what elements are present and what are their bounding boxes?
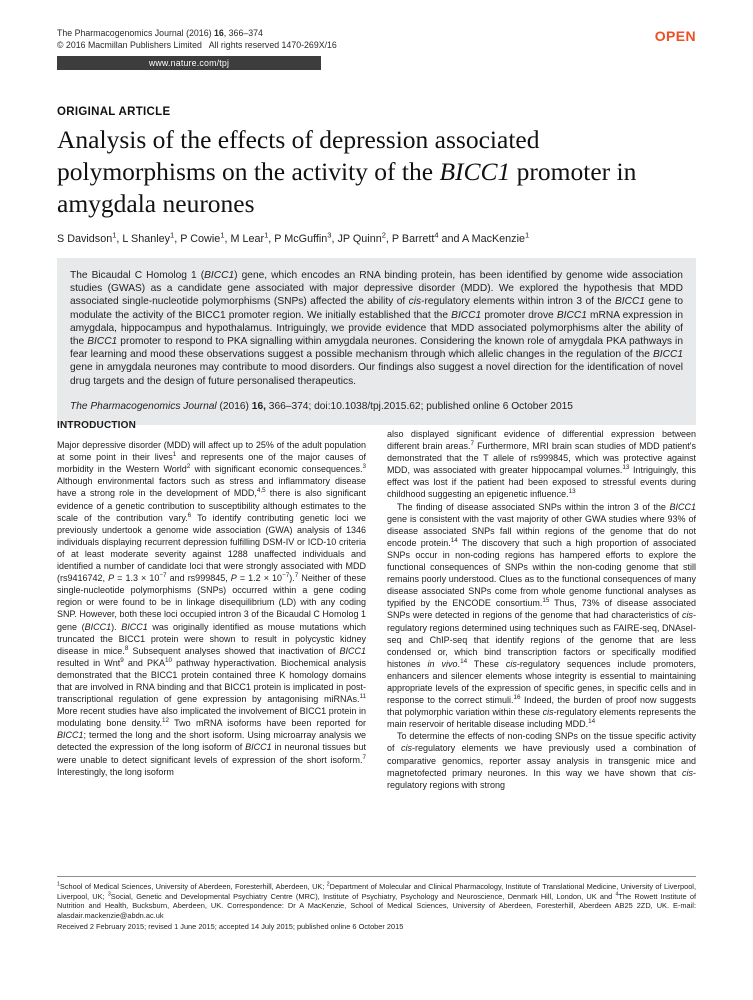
abstract-citation: The Pharmacogenomics Journal (2016) 16, 366–374; doi:10.1038/tpj.2015.62; published online 6 October 2015 — [70, 400, 573, 412]
left-column — [57, 420, 366, 872]
body-paragraph: Major depressive disorder (MDD) will affect up to 25% of the adult population at some point in their lives$^1$ and represents one of the major causes of morbidity in the Western World$^2$ with significant economic consequences.$^3$ Although environmental factors such as stress and inflammatory disease have a strong role in the development of MDD,$^{4,5}$ there is also significant evidence of a genetic contribution to susceptibility although estimates to the scale of the contribution vary.$^6$ To identify contributing genetic loci we previously undertook a genome wide association (GWA) analysis of 1346 individuals displaying recurrent depression fulfilling DSM-IV or ICD-10 criteria of at least moderate severity against 1288 unaffected individuals and identified a number of candidate loci that were strongly associated with MDD (rs9416742, $P = 1.3 \times 10^{-7}$ and rs999845, $P = 1.2 \times 10^{-7}).^7$ Neither of these single-nucleotide polymorphisms (SNPs) occurred within a gene coding region or were found to be in linkage disequilibrium (LD) with any coding SNP. However, both these loci occupied intron 3 of the Bicaudal C Homolog 1 gene (BICC1). BICC1 was originally identified as mouse mutations which truncated the BICC1 protein were shown to result in polycystic kidney disease in mice.$^8$ Subsequent analyses showed that inactivation of BICC1 resulted in Wnt$^9$ and PKA$^{10}$ pathway hyperactivation. Biochemical analysis demonstrated that the BICC1 protein contained three K homology domains that are involved in RNA binding and that BICC1 protein is implicated in post-transcriptional regulation of gene expression by antagonising miRNAs.$^{11}$ More recent studies have also implicated the involvement of BICC1 protein in modulating bone density.$^{12}$ Two mRNA isoforms have been reported for BICC1; termed the long and the short isoform. Using microarray analysis we detected the expression of the long isoform of BICC1 in neuronal tissues but were unable to detect significant levels of expression of the short isoform.$^7$ Interestingly, the long isoform — [57, 440, 366, 777]
open-access-badge: OPEN — [654, 28, 696, 44]
body-paragraph: also displayed significant evidence of differential expression between different brain areas.$^7$ Furthermore, MRI brain scan studies of MDD patient's demonstrated that the T allele of rs999845, which was protective against MDD, was associated with greater hippocampal volumes.$^{13}$ Intriguingly, this effect was lost if the patient had been exposed to stressful events during childhood suggesting an epigenetic influence.$^{13}$ — [387, 429, 696, 500]
author-list: S Davidson$^1$, L Shanley$^1$, P Cowie$^1$, M Lear$^1$, P McGuffin$^3$, JP Quinn$^2$, P Barrett$^4$ and A MacKenzie$^1$ — [57, 230, 530, 245]
article-title: Analysis of the effects of depression associated polymorphisms on the activity of the BICC1 promoter in amygdala neurones — [57, 125, 637, 218]
article-type-label: ORIGINAL ARTICLE — [57, 106, 171, 118]
right-column — [387, 420, 696, 872]
introduction-heading: INTRODUCTION — [57, 420, 137, 431]
footnote-block — [57, 876, 696, 932]
article-body — [57, 420, 696, 872]
body-paragraph: The finding of disease associated SNPs within the intron 3 of the BICC1 gene is consistent with the vast majority of other GWA studies where 93% of disease associated SNPs fall within regions of the genome that do not encode protein.$^{14}$ The discovery that such a high proportion of associated SNPs occur in non-coding regions has hampered efforts to explore the functional consequences of SNPs within the non-coding genome that still remains poorly understood. Clues as to the functional consequences of many disease associated SNPs come from whole genome functional analyses as typified by the ENCODE consortium.$^{15}$ Thus, 73% of disease associated SNPs were detected in regions of the genome that had characteristics of cis-regulatory regions determined using techniques such as FAIRE-seq, DNAseI-seq and ChIP-seq that identify regions of the genome that are less condensed or, which bind transcription factors or specifically modified histones in vivo.$^{14}$ These cis-regulatory sequences include promoters, enhancers and silencer elements whose integrity is essential to maintaining appropriate levels of the expression of specific genes, in specific cells and in response to the correct stimuli.$^{16}$ Indeed, the burden of proof now suggests that polymorphic variation within these cis-regulatory elements represents the main reservoir of heritable disease including MDD.$^{14}$ — [387, 501, 696, 730]
abstract-box — [57, 258, 696, 425]
affiliations-text: $^1$School of Medical Sciences, University of Aberdeen, Foresterhill, Aberdeen, UK; $^2$Department of Molecular and Clinical Pharmacology, Institute of Translational Medicine, University of Liverpool, Liverpool, UK; $^3$Social, Genetic and Developmental Psychiatry Centre (MRC), Institute of Psychiatry, Psychology and Neuroscience, Denmark Hill, London, UK and $^4$The Rowett Institute of Nutrition and Health, Bucksburn, Aberdeen, UK. Correspondence: Dr A MacKenzie, School of Medical Sciences, University of Aberdeen, Foresterhill, Aberdeen AB25 2ZD, UK. E-mail: alasdair.mackenzie@abdn.ac.uk — [57, 881, 696, 921]
journal-url-link[interactable]: www.nature.com/tpj — [148, 58, 230, 68]
body-paragraph: To determine the effects of non-coding SNPs on the tissue specific activity of cis-regulatory elements we have previously used a combination of comparative genomics, reporter assay analysis in transgenic mice and magnetofected primary neurones. In this way we have shown that cis-regulatory regions with strong — [387, 731, 696, 790]
journal-citation: The Pharmacogenomics Journal (2016) 16, 366–374 — [57, 28, 263, 38]
journal-header-lines — [57, 28, 337, 51]
journal-url-bar[interactable] — [57, 56, 321, 70]
page-header — [57, 28, 696, 51]
abstract-text: The Bicaudal C Homolog 1 (BICC1) gene, which encodes an RNA binding protein, has been identified by genome wide association studies (GWAS) as a candidate gene associated with major depressive disorder (MDD). We explored the hypothesis that MDD associated single-nucleotide polymorphisms (SNPs) affected the ability of cis-regulatory elements within intron 3 of the BICC1 gene to modulate the activity of the BICC1 promoter region. We initially established that the BICC1 promoter drove BICC1 mRNA expression in amygdala, hippocampus and hypothalamus. Intriguingly, we provide evidence that MDD associated polymorphisms alter the ability of the BICC1 promoter to respond to PKA signalling within amygdala neurones. Considering the known role of amygdala PKA pathways in fear learning and mood these observations suggest a possible mechanism through which allelic changes in the regulation of the BICC1 gene in amygdala neurones may contribute to mood disorders. Our findings also suggest a novel direction for the identification of novel drug targets and the design of future personalised therapeutics. — [70, 270, 683, 387]
article-history: Received 2 February 2015; revised 1 June 2015; accepted 14 July 2015; published online 6 October 2015 — [57, 921, 404, 931]
copyright-line: © 2016 Macmillan Publishers Limited All rights reserved 1470-269X/16 — [57, 39, 337, 50]
